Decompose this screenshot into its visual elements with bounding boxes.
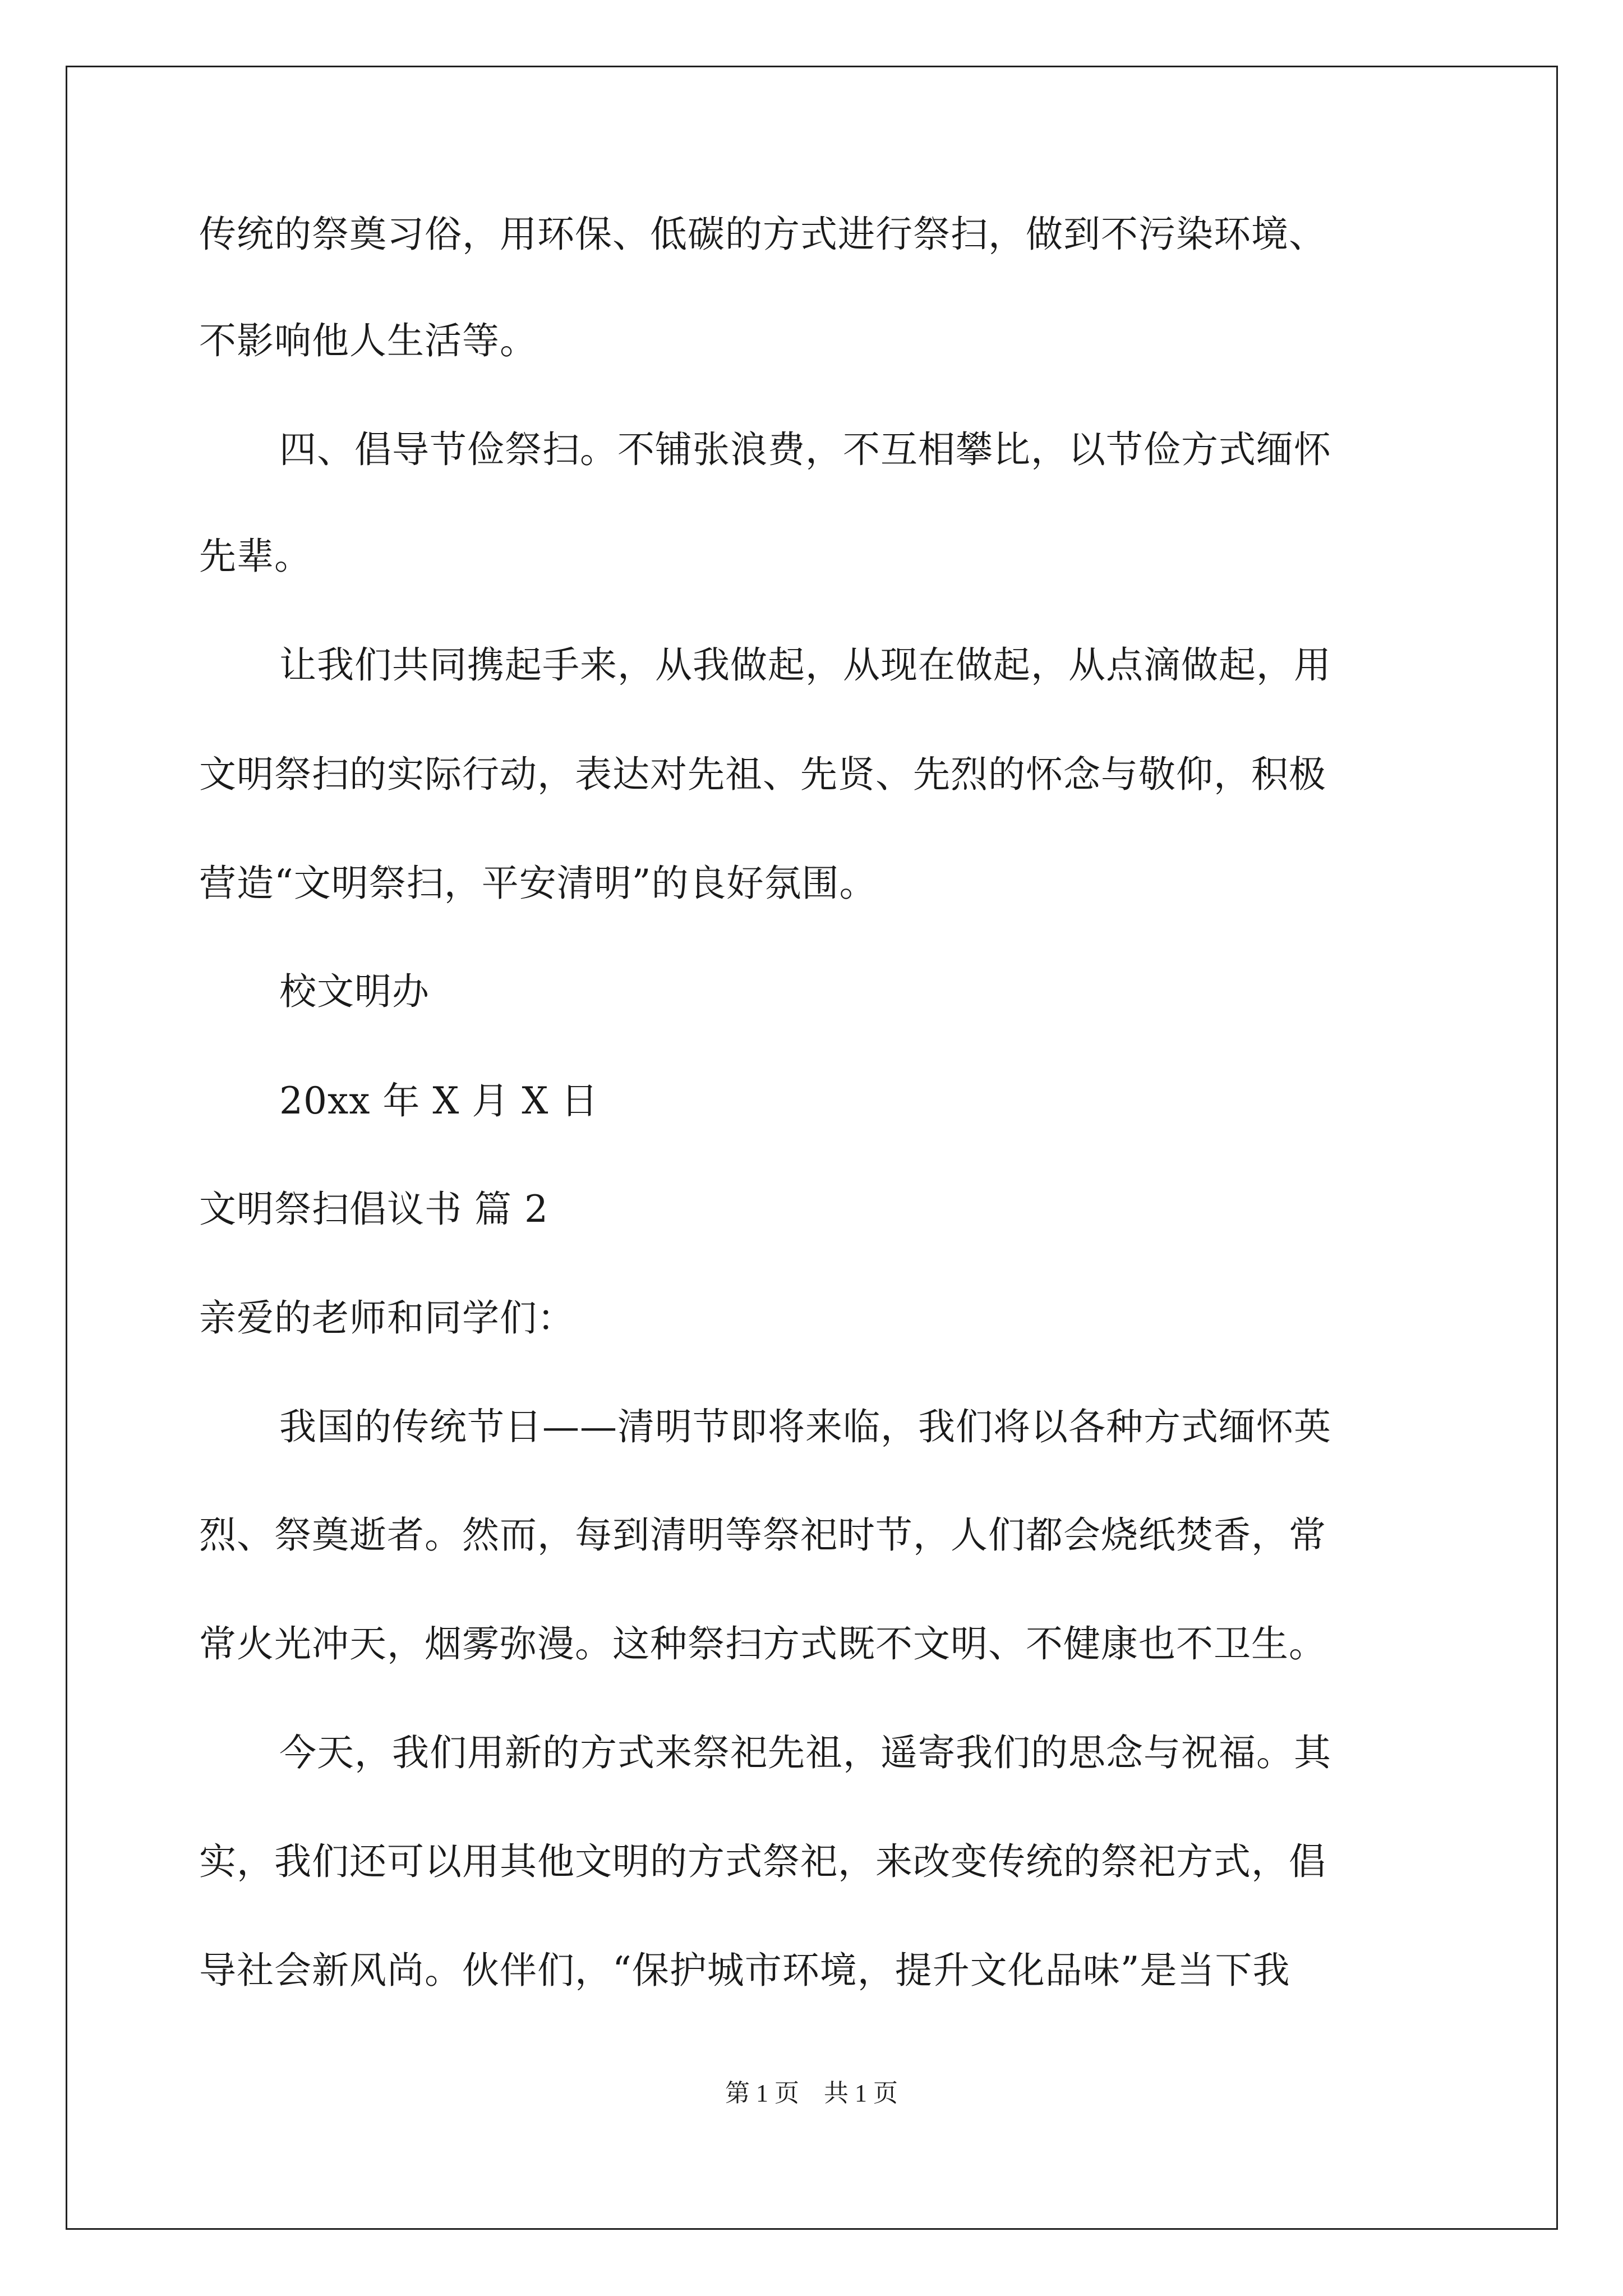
text-line: 不影响他人生活等。 (199, 319, 537, 362)
text-line: 让我们共同携起手来，从我做起，从现在做起，从点滴做起，用 (279, 643, 1331, 687)
text-line: 先辈。 (199, 535, 312, 578)
page-number-total: 共 1 页 (824, 2079, 898, 2107)
text-line: 文明祭扫的实际行动，表达对先祖、先贤、先烈的怀念与敬仰，积极 (199, 753, 1326, 796)
text-line: 传统的祭奠习俗，用环保、低碳的方式进行祭扫，做到不污染环境、 (199, 213, 1326, 256)
salutation-line: 亲爱的老师和同学们： (199, 1296, 575, 1340)
section-heading: 文明祭扫倡议书 篇 2 (199, 1188, 548, 1231)
date-line: 20xx 年 X 月 X 日 (279, 1079, 599, 1122)
text-line: 今天，我们用新的方式来祭祀先祖，遥寄我们的思念与祝福。其 (279, 1731, 1331, 1774)
page-border (66, 66, 1558, 2230)
signature-line: 校文明办 (279, 970, 430, 1013)
page-number-current: 第 1 页 (725, 2079, 799, 2107)
text-line: 导社会新风尚。伙伴们，“保护城市环境，提升文化品味”是当下我 (199, 1949, 1290, 1992)
text-line: 烈、祭奠逝者。然而，每到清明等祭祀时节，人们都会烧纸焚香，常 (199, 1513, 1326, 1557)
text-line: 我国的传统节日——清明节即将来临，我们将以各种方式缅怀英 (279, 1405, 1331, 1448)
text-line: 常火光冲天，烟雾弥漫。这种祭扫方式既不文明、不健康也不卫生。 (199, 1622, 1326, 1665)
text-line: 营造“文明祭扫，平安清明”的良好氛围。 (199, 862, 877, 905)
text-line: 实，我们还可以用其他文明的方式祭祀，来改变传统的祭祀方式，倡 (199, 1840, 1326, 1883)
text-line: 四、倡导节俭祭扫。不铺张浪费，不互相攀比，以节俭方式缅怀 (279, 428, 1331, 471)
page-footer (0, 2078, 1623, 2109)
